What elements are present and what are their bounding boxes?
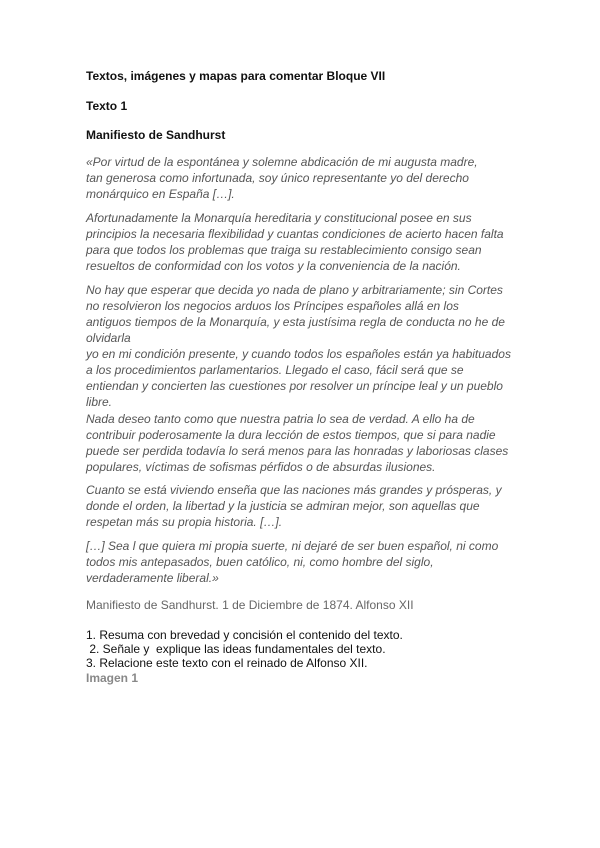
quote-paragraph-5: [86, 482, 518, 530]
question-list: [86, 628, 403, 670]
quote-line: entiendan y concierten las cuestiones por resolver un príncipe leal y un pueblo: [86, 379, 503, 393]
section-label: Texto 1: [86, 99, 128, 113]
quote-line: No hay que esperar que decida yo nada de plano y arbitrariamente; sin Cortes: [86, 283, 503, 297]
document-source: Manifiesto de Sandhurst. 1 de Diciembre de 1874. Alfonso XII: [86, 598, 414, 612]
quote-line: yo en mi condición presente, y cuando todos los españoles están ya habituados: [86, 347, 511, 361]
quote-line: principios la necesaria flexibilidad y cuantas condiciones de acierto hacen falta: [86, 227, 504, 241]
quote-line: respetan más su propia historia. […].: [86, 515, 283, 529]
quote-paragraph-2: [86, 210, 518, 274]
quote-paragraph-4: [86, 411, 518, 475]
quote-line: a los procedimientos parlamentarios. Llegado el caso, fácil será que se: [86, 363, 464, 377]
quote-line: libre.: [86, 395, 113, 409]
quote-paragraph-6: [86, 538, 518, 586]
quote-line: olvidarla: [86, 331, 131, 345]
quote-line: monárquico en España […].: [86, 187, 235, 201]
quote-paragraph-1: [86, 154, 518, 202]
image-label: Imagen 1: [86, 671, 139, 685]
quote-line: tan generosa como infortunada, soy único representante yo del derecho: [86, 171, 469, 185]
quote-line: Nada deseo tanto como que nuestra patria lo sea de verdad. A ello ha de: [86, 412, 475, 426]
page-title: Textos, imágenes y mapas para comentar Bloque VII: [86, 69, 386, 83]
quote-line: antiguos tiempos de la Monarquía, y esta justísima regla de conducta no he de: [86, 315, 505, 329]
quote-paragraph-3: [86, 282, 518, 410]
quote-line: todos mis antepasados, buen católico, ni, como hombre del siglo,: [86, 555, 434, 569]
question-item: 3. Relacione este texto con el reinado de Alfonso XII.: [86, 656, 368, 670]
document-title: Manifiesto de Sandhurst: [86, 128, 226, 142]
quote-line: populares, víctimas de sofismas pérfidos o de absurdas ilusiones.: [86, 460, 436, 474]
quote-line: donde el orden, la libertad y la justicia se admiran mejor, son aquellas que: [86, 499, 480, 513]
quote-line: «Por virtud de la espontánea y solemne abdicación de mi augusta madre,: [86, 155, 478, 169]
quote-line: no resolvieron los negocios arduos los Príncipes españoles allá en los: [86, 299, 459, 313]
quote-line: para que todos los problemas que traiga su restablecimiento consigo sean: [86, 243, 482, 257]
quote-line: resueltos de conformidad con los votos y la conveniencia de la nación.: [86, 259, 461, 273]
question-item: 2. Señale y explique las ideas fundamentales del texto.: [86, 642, 386, 656]
quote-line: […] Sea l que quiera mi propia suerte, ni dejaré de ser buen español, ni como: [86, 539, 499, 553]
quote-line: verdaderamente liberal.»: [86, 571, 219, 585]
quote-line: Afortunadamente la Monarquía hereditaria y constitucional posee en sus: [86, 211, 472, 225]
quote-line: Cuanto se está viviendo enseña que las naciones más grandes y prósperas, y: [86, 483, 502, 497]
quote-line: puede ser perdida todavía lo será menos para las honradas y laboriosas clases: [86, 444, 509, 458]
question-item: 1. Resuma con brevedad y concisión el contenido del texto.: [86, 628, 403, 642]
quote-line: contribuir poderosamente la dura lección de estos tiempos, que si para nadie: [86, 428, 496, 442]
